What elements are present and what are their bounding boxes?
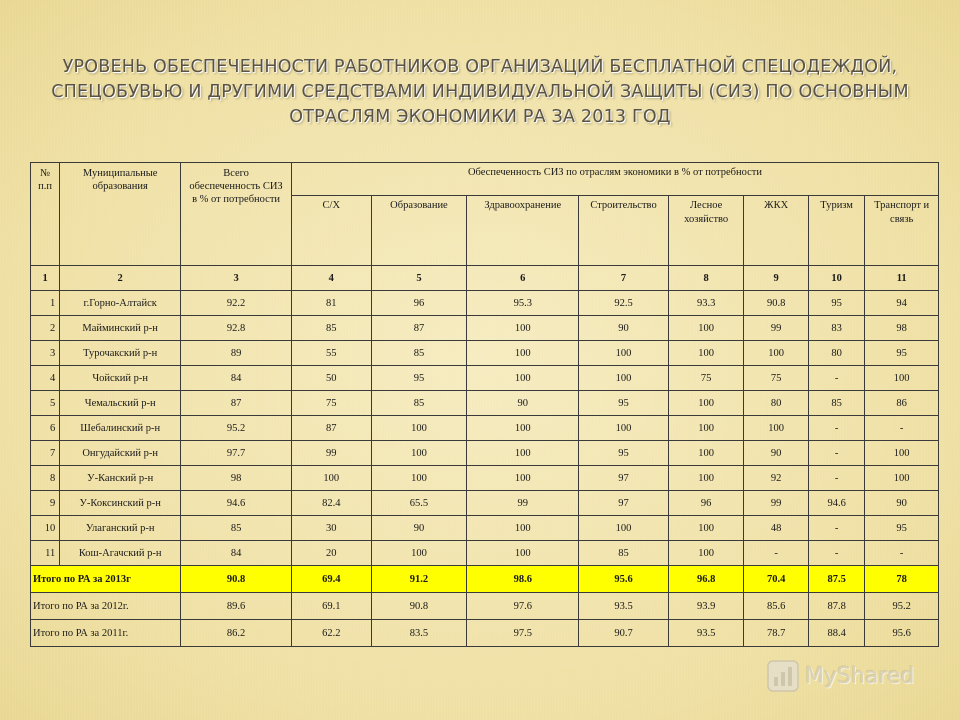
row-value: 100	[668, 316, 744, 341]
row-value: 100	[668, 541, 744, 566]
row-municipality: Кош-Агачский р-н	[60, 541, 181, 566]
row-number: 2	[31, 316, 60, 341]
row-value: 86	[865, 391, 939, 416]
row-value: 100	[291, 466, 371, 491]
row-value: -	[744, 541, 808, 566]
row-value: 90	[371, 516, 467, 541]
row-number: 10	[31, 516, 60, 541]
header-sector: С/Х	[291, 196, 371, 266]
row-value: 90	[467, 391, 579, 416]
row-value: 100	[467, 541, 579, 566]
total-value: 90.8	[181, 566, 292, 593]
row-value: 100	[865, 441, 939, 466]
table-row	[31, 341, 939, 366]
column-number: 4	[291, 266, 371, 291]
row-value: 100	[865, 366, 939, 391]
table-row	[31, 416, 939, 441]
total-sector-value: 69.1	[291, 593, 371, 620]
row-value: 100	[467, 466, 579, 491]
row-total: 98	[181, 466, 292, 491]
total-sector-value: 78.7	[744, 620, 808, 647]
column-number: 9	[744, 266, 808, 291]
total-sector-value: 96.8	[668, 566, 744, 593]
row-municipality: Майминский р-н	[60, 316, 181, 341]
row-value: 100	[371, 466, 467, 491]
row-value: -	[808, 516, 864, 541]
row-value: 85	[371, 341, 467, 366]
column-number: 3	[181, 266, 292, 291]
total-label: Итого по РА за 2013г	[31, 566, 181, 593]
total-sector-value: 93.9	[668, 593, 744, 620]
row-value: 96	[668, 491, 744, 516]
row-value: 100	[467, 441, 579, 466]
row-value: 30	[291, 516, 371, 541]
column-number: 11	[865, 266, 939, 291]
row-value: 95.3	[467, 291, 579, 316]
row-value: 100	[579, 366, 669, 391]
header-group: Обеспеченность СИЗ по отраслям экономики в % от потребности	[291, 163, 938, 196]
row-value: 87	[291, 416, 371, 441]
row-total: 87	[181, 391, 292, 416]
row-value: 99	[467, 491, 579, 516]
row-municipality: Чойский р-н	[60, 366, 181, 391]
row-total: 97.7	[181, 441, 292, 466]
row-municipality: Шебалинский р-н	[60, 416, 181, 441]
row-value: 90	[744, 441, 808, 466]
header-sector: Лесное хозяйство	[668, 196, 744, 266]
header-row-1	[31, 163, 939, 196]
total-sector-value: 93.5	[668, 620, 744, 647]
row-value: 100	[371, 441, 467, 466]
row-value: 100	[668, 466, 744, 491]
column-number: 6	[467, 266, 579, 291]
row-value: 80	[744, 391, 808, 416]
total-sector-value: 70.4	[744, 566, 808, 593]
row-total: 84	[181, 366, 292, 391]
title-line-2: СПЕЦОБУВЬЮ И ДРУГИМИ СРЕДСТВАМИ ИНДИВИДУАЛЬНОЙ ЗАЩИТЫ (СИЗ) ПО ОСНОВНЫМ	[51, 82, 909, 102]
row-value: 90	[865, 491, 939, 516]
row-value: 82.4	[291, 491, 371, 516]
row-value: 85	[291, 316, 371, 341]
title-line-3: ОТРАСЛЯМ ЭКОНОМИКИ РА ЗА 2013 ГОД	[289, 107, 671, 127]
row-total: 84	[181, 541, 292, 566]
row-value: -	[808, 416, 864, 441]
column-number: 5	[371, 266, 467, 291]
row-value: 100	[668, 416, 744, 441]
row-value: 99	[744, 491, 808, 516]
slide-title	[40, 55, 920, 130]
row-value: 65.5	[371, 491, 467, 516]
row-value: 97	[579, 466, 669, 491]
row-value: 99	[291, 441, 371, 466]
row-value: 100	[467, 516, 579, 541]
table-row	[31, 366, 939, 391]
row-value: 100	[668, 441, 744, 466]
row-value: 100	[579, 341, 669, 366]
column-number: 2	[60, 266, 181, 291]
row-value: -	[808, 441, 864, 466]
header-sector: Туризм	[808, 196, 864, 266]
header-sector: Образование	[371, 196, 467, 266]
header-no: № п.п	[31, 163, 60, 266]
row-value: 100	[467, 341, 579, 366]
row-number: 1	[31, 291, 60, 316]
row-total: 89	[181, 341, 292, 366]
total-row	[31, 620, 939, 647]
row-value: 80	[808, 341, 864, 366]
total-sector-value: 85.6	[744, 593, 808, 620]
row-value: 100	[371, 416, 467, 441]
row-value: 50	[291, 366, 371, 391]
row-total: 95.2	[181, 416, 292, 441]
header-sector: Здравоохранение	[467, 196, 579, 266]
total-sector-value: 95.6	[579, 566, 669, 593]
row-value: 100	[668, 341, 744, 366]
row-value: 100	[744, 341, 808, 366]
row-value: 20	[291, 541, 371, 566]
table-row	[31, 541, 939, 566]
total-label: Итого по РА за 2011г.	[31, 620, 181, 647]
table-row	[31, 491, 939, 516]
total-sector-value: 95.2	[865, 593, 939, 620]
header-sector: ЖКХ	[744, 196, 808, 266]
total-sector-value: 78	[865, 566, 939, 593]
total-sector-value: 90.7	[579, 620, 669, 647]
row-total: 85	[181, 516, 292, 541]
row-value: 100	[579, 416, 669, 441]
row-value: 95	[865, 341, 939, 366]
header-sector: Транспорт и связь	[865, 196, 939, 266]
header-municipality: Муниципальные образования	[60, 163, 181, 266]
row-value: 99	[744, 316, 808, 341]
row-value: 97	[579, 491, 669, 516]
total-row-highlighted	[31, 566, 939, 593]
row-value: 92.5	[579, 291, 669, 316]
row-value: 75	[668, 366, 744, 391]
row-number: 3	[31, 341, 60, 366]
row-number: 7	[31, 441, 60, 466]
row-number: 5	[31, 391, 60, 416]
row-value: 55	[291, 341, 371, 366]
row-value: 94.6	[808, 491, 864, 516]
column-number: 10	[808, 266, 864, 291]
row-value: 85	[808, 391, 864, 416]
row-value: 87	[371, 316, 467, 341]
row-value: 100	[744, 416, 808, 441]
row-value: -	[808, 466, 864, 491]
total-sector-value: 91.2	[371, 566, 467, 593]
column-number: 8	[668, 266, 744, 291]
total-sector-value: 69.4	[291, 566, 371, 593]
row-number: 4	[31, 366, 60, 391]
row-value: 95	[579, 441, 669, 466]
row-value: 90.8	[744, 291, 808, 316]
row-value: 100	[371, 541, 467, 566]
row-number: 9	[31, 491, 60, 516]
total-sector-value: 97.6	[467, 593, 579, 620]
total-value: 89.6	[181, 593, 292, 620]
table-row	[31, 441, 939, 466]
row-value: 90	[579, 316, 669, 341]
total-sector-value: 83.5	[371, 620, 467, 647]
column-number: 7	[579, 266, 669, 291]
row-value: 100	[865, 466, 939, 491]
table-row	[31, 291, 939, 316]
row-value: 96	[371, 291, 467, 316]
table-row	[31, 466, 939, 491]
total-sector-value: 98.6	[467, 566, 579, 593]
row-municipality: г.Горно-Алтайск	[60, 291, 181, 316]
row-municipality: У-Канский р-н	[60, 466, 181, 491]
row-value: 100	[467, 316, 579, 341]
total-sector-value: 88.4	[808, 620, 864, 647]
total-sector-value: 97.5	[467, 620, 579, 647]
row-value: 95	[808, 291, 864, 316]
row-total: 92.2	[181, 291, 292, 316]
title-line-1: УРОВЕНЬ ОБЕСПЕЧЕННОСТИ РАБОТНИКОВ ОРГАНИЗАЦИЙ БЕСПЛАТНОЙ СПЕЦОДЕЖДОЙ,	[62, 57, 898, 77]
total-sector-value: 95.6	[865, 620, 939, 647]
column-numbers-row	[31, 266, 939, 291]
row-value: 95	[371, 366, 467, 391]
row-value: -	[808, 366, 864, 391]
row-value: 85	[579, 541, 669, 566]
total-sector-value: 93.5	[579, 593, 669, 620]
row-number: 8	[31, 466, 60, 491]
row-municipality: У-Коксинский р-н	[60, 491, 181, 516]
total-label: Итого по РА за 2012г.	[31, 593, 181, 620]
total-value: 86.2	[181, 620, 292, 647]
myshared-logo-icon	[767, 660, 799, 692]
row-value: 95	[865, 516, 939, 541]
row-municipality: Онгудайский р-н	[60, 441, 181, 466]
total-row	[31, 593, 939, 620]
row-value: 94	[865, 291, 939, 316]
row-number: 6	[31, 416, 60, 441]
row-municipality: Турочакский р-н	[60, 341, 181, 366]
row-value: 100	[668, 516, 744, 541]
header-sector: Строительство	[579, 196, 669, 266]
row-value: 100	[467, 416, 579, 441]
myshared-text: MyShared	[805, 663, 915, 689]
myshared-watermark	[767, 659, 914, 693]
data-table	[30, 162, 939, 647]
row-value: 92	[744, 466, 808, 491]
row-municipality: Чемальский р-н	[60, 391, 181, 416]
total-sector-value: 90.8	[371, 593, 467, 620]
row-value: -	[808, 541, 864, 566]
table-row	[31, 516, 939, 541]
table-row	[31, 391, 939, 416]
row-value: 75	[744, 366, 808, 391]
row-value: 100	[467, 366, 579, 391]
row-value: 81	[291, 291, 371, 316]
row-value: 48	[744, 516, 808, 541]
row-value: -	[865, 541, 939, 566]
row-total: 94.6	[181, 491, 292, 516]
row-value: 100	[579, 516, 669, 541]
row-value: -	[865, 416, 939, 441]
table-row	[31, 316, 939, 341]
header-total: Всего обеспеченность СИЗ в % от потребности	[181, 163, 292, 266]
row-number: 11	[31, 541, 60, 566]
total-sector-value: 62.2	[291, 620, 371, 647]
row-value: 85	[371, 391, 467, 416]
row-total: 92.8	[181, 316, 292, 341]
row-value: 83	[808, 316, 864, 341]
row-municipality: Улаганский р-н	[60, 516, 181, 541]
row-value: 75	[291, 391, 371, 416]
column-number: 1	[31, 266, 60, 291]
total-sector-value: 87.8	[808, 593, 864, 620]
total-sector-value: 87.5	[808, 566, 864, 593]
row-value: 95	[579, 391, 669, 416]
row-value: 100	[668, 391, 744, 416]
row-value: 98	[865, 316, 939, 341]
row-value: 93.3	[668, 291, 744, 316]
